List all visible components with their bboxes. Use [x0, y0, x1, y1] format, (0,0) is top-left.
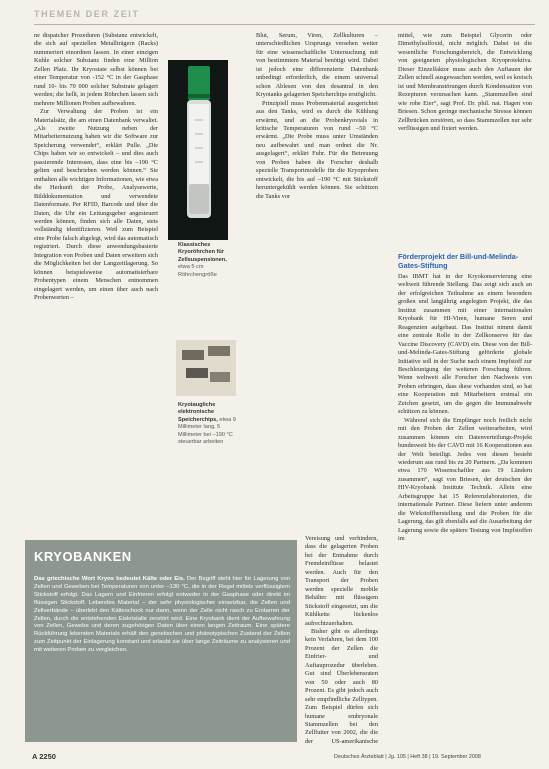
article-column-1 [34, 32, 158, 537]
article-column-3 [398, 32, 532, 242]
section-title: THEMEN DER ZEIT [34, 9, 140, 19]
paragraph: Während sich die Empfänger noch freilich nicht mit den Proben der Zellen weiterarbeiten, wird zusammen können ein Datenverteilungs-Projekt bundesweit bis der CAVD mit 16 Kooperationen aus der Welt beteiligt. Jedes von diesen besteht wiederum aus rund bis zu 20 Partnern. „Da kommen etwa 170 Wissenschaftler aus 19 Ländern zusammen“, sagt von Briesen, der deutschen der HIV-Kryobank Institute Technik. Allein eine Arbeitsgruppe hat 15 Referenzlaboratorien, die internationale Partner. Diese liefern unter anderem die Wirkstoffherstellung und die Proben für die Lagerung, das gilt ebenfalls auf die Ausarbeitung der Lagerung sowie die spätere Testung von Impfstoffen im [398, 416, 532, 543]
caption-text: etwa 9 Millimeter lang, 5 Millimeter bei –190 °C steuerbar arbeiten [178, 416, 236, 446]
info-box [25, 540, 297, 742]
chip-icon [176, 340, 236, 396]
subsection-heading: Förderprojekt der Bill-und-Melinda-Gates-Stiftung [398, 252, 519, 270]
paragraph: Das IBMT hat in der Kryokonservierung eine weltweit führende Stellung. Das zeigt sich auch an der erfolgreichen Teilnahme an einem besonders großen und langjährig angelegten Projekt, die das Institut zusammen mit einer internationalen Kryobank für HI-Viren, humane Seren und Reagenzien aufgebaut. Das Institut nimmt damit eine zentrale Rolle in der Zellkonserve für das Vaccine Discovery (CAVD) ein. Diese von der Bill-und-Melinda-Gates-Stiftung geförderte globale Initiative soll in der Suche nach einem Impfstoff zur Beschleunigung der weiteren Forschung führen. Wenn weltweit alle Forscher den Nachweis von Proben erbringen, dass diese vorhanden sind, so hat eine Kooperation mit Mitarbeitern erstmal ein Zeichen gesetzt, um die gegen die Immunabwehr schützen zu können. [398, 273, 532, 416]
caption-bold: Klassisches Kryoröhrchen für Zellsuspensionen, [178, 242, 227, 263]
caption-bold: Kryotaugliche elektronische Speicherchips, [178, 402, 218, 423]
chip-caption [178, 402, 236, 446]
paragraph: mittel, wie zum Beispiel Glycerin oder Dimethylsulfoxid, nicht möglich. Dabei ist die wesentliche Forschungsbereich, die Entwicklung von geeigneten physiologischen Kryoprotektiva. Dieser Einzelfaktor muss auch den Auftauen der Zellen schnell ausgewaschen werden, weil es kreisch ist und Membranstörungen durch Kondensation von Rezepturen verursachen kann. „Stammzellen sind wie rohe Eier“, sagt Prof. Dr. phil. nat. Hagen von Briesen. Schon geringe mechanische Stresse können Zellbrücken zerstören, so dass Stammzellen nur sehr verflüssigen und fixiert werden. [398, 32, 532, 132]
paragraph: Prinzipiell muss Probenmaterial ausgerichtet aus den Tanks, wird es durch die Kühlung erwärmt, und an die Probenkryovials in kritische Temperaturen von rund –50 °C erwärmt. „Die Probe muss unter Umständen neu aufbewahrt und man ordnet die Nr. ausgelagert“, erklärt Fuhr. Für die Betreuung von Proben haben die Forscher deshalb spezielle Transportmodelle für die Kryoproben entwickelt, die bis auf –190 °C mit Stickstoff heruntergekühlt werden können. Sie schützen die Tanks vor [256, 99, 378, 200]
info-box-text: Der Begriff steht hier für Lagerung von Zellen und Geweben bei Temperaturen von unter –130 °C, die in der Regel mittels verflüssigtem Stickstoff erfolgt. Das Lagern und Einfrieren erfolgt entweder in der Gasphase oder direkt im flüssigen Stickstoff. Lebendes Material – der sehr physiologischer einsetzbar, die Zellen und Zellverbände – überlebt den Kälteschock nur dann, wenn der Zelle nicht rasch zu Erstarren der Zellen, durch die entstehenden Eiskristalle zerstört wird. Eine Kryobank dient der Aufbewahrung von Zellen, Gewebe und deren zugehörigen Daten über einen langen Zeitraum. Eine spätere Rückführung lebenden Materials erhält den genetischen und phänotypischen Zustand der Zellen zum Zeitpunkt der Einlagerung konstant und erlaubt sie über lange Zeiträume zu analysieren und mit weiteren Proben zu vergleichen. [34, 576, 291, 654]
chip-photo [176, 340, 236, 396]
page-header [0, 0, 549, 28]
vial-photo [168, 60, 228, 240]
vial-icon [168, 60, 228, 240]
info-box-body [34, 576, 290, 655]
journal-footer: Deutsches Ärzteblatt | Jg. 105 | Heft 38 | 19. September 2008 [334, 754, 481, 760]
header-rule [34, 24, 535, 25]
article-column-2-continued [305, 535, 378, 745]
paragraph: Zur Verwaltung der Proben ist ein Materialsätz, die am einen Datenbank verwaltet. „Als zweite Nutzung neben der Mitarbeiternutzung haben wir die Software zur Speicherung verwendet“, erklärt Pulle. „Die Chips haben wir so entwickelt – und dies auch passierende Interessen, dass eine bis –190 °C gelten und beschrieben werden können.“ Sie enthalten alle wichtigen Informationen, wie etwa die Herkunft der Probe, Analysewerte, Bilddokumentation und verwendete Datenformate. Per RFID, Barcode und über die Daten, die Uhr ein Leitungsgeber angesteuert werden können, finden sich alle Daten, stets vollständig identifizieren. Weil zum Beispiel eine Probe falsch abgelegt, wird das automatisch registriert. Durch diese anwendungsbasierte Integration von Proben und Daten erweitern sich die Möglichkeiten bei der Langzeitlagerung. So können beispielsweise automatisierbare Probentypen einem Menschen entnommen eingelagert werden, um einen über auch nach Probenwerten – [34, 108, 158, 302]
paragraph: Blut, Serum, Viren, Zellkulturen – unterschiedlichen Ursprungs versehen weiter für eine wissenschaftliche Untersuchung mit von bestimmtem Material benötigt wird. Dabei ist jedoch eine differenzierte Datenbank unbedingt erforderlich, die einem universal schon Ablesen von den desantral in den Kryotanks gelagerten Speicherchips erstöglicht. [256, 32, 378, 99]
paragraph: Bisher gibt es allerdings kein Verfahren, bei dem 100 Prozent der Zellen die Einfrier- und Auftauprozedur überleben. Gut sind Überlebensraten von 50 oder auch 80 Prozent. Es gibt jedoch auch sehr empfindliche Zelltypen. Zum Beispiel dürfen sich humane embryonale Stammzellen bei den Zellfutter von 2002, die die der US-amerikanische [305, 627, 378, 745]
article-column-2 [256, 32, 378, 250]
subsection [398, 252, 532, 747]
vial-caption [178, 242, 236, 279]
paragraph: Vereisung und verhindern, dass die gelagerten Proben bei der Entnahme durch Fremdeinflüsse belastet werden. Auch für den Transport der Proben werden spezielle mobile Behälter mit flüssigem Stickstoff eingesetzt, um die Kühlkette lückenlos aufrechtzuerhalten. [305, 535, 378, 627]
info-box-lead: Das griechische Wort Kryos bedeutet Kälte oder Eis. [34, 576, 185, 582]
info-box-title: KRYOBANKEN [34, 549, 132, 564]
caption-text: etwa 5 cm Röhrchengröße [178, 264, 217, 278]
paragraph: ne dispatcher Prozeduren (Substanz entwickelt, die sich auf speziellen Metallträgern (Racks) nummeriert einordnen lassen. In einer einzigen Kuhle solcher Substanz finden eine Million Zellen Platz. Ihr Kryostate selbst können bei einer Temperatur von -152 °C in der Gasphase rund 10- bis 70 000 solcher Substrate gelagert werden; die hellt, in jedem Röhrchen lassen sich mehrere Millionen Proben aufbewahren. [34, 32, 158, 107]
page-number: A 2250 [32, 752, 56, 761]
subsection-body [398, 273, 532, 544]
